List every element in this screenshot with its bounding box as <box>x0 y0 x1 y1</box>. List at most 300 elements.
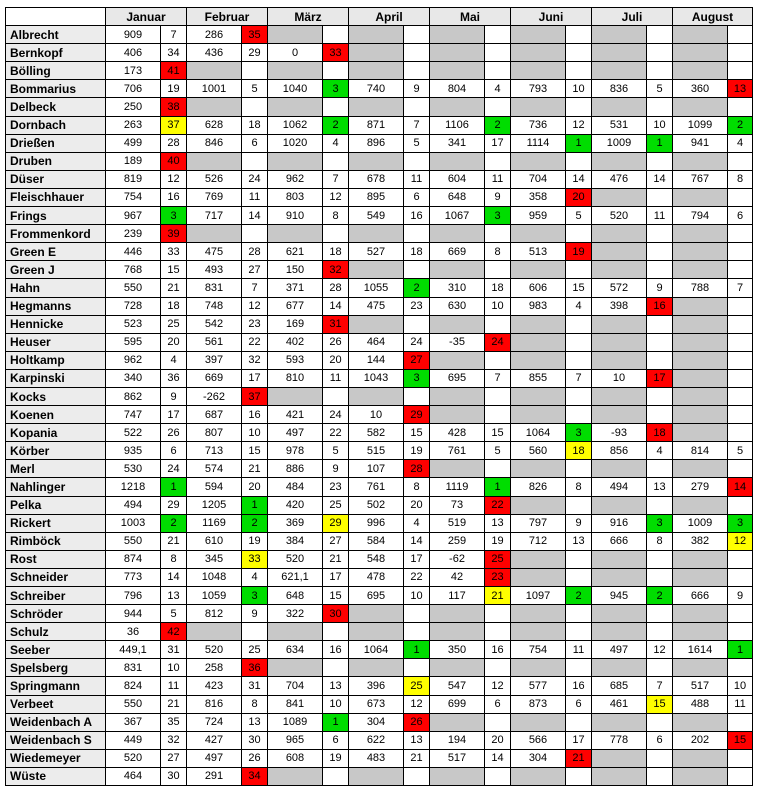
rank-cell: 12 <box>242 297 268 315</box>
empty-cell <box>404 225 430 243</box>
rank-cell: 6 <box>566 695 592 713</box>
rank-cell: 32 <box>323 261 349 279</box>
participant-name: Kocks <box>6 387 106 405</box>
rank-cell: 19 <box>566 243 592 261</box>
rank-cell: 11 <box>728 695 753 713</box>
rank-cell: 6 <box>404 188 430 206</box>
rank-cell: 13 <box>323 677 349 695</box>
value-cell: 304 <box>349 713 404 731</box>
value-cell: 259 <box>430 532 485 550</box>
rank-cell: 23 <box>485 568 511 586</box>
value-cell: 499 <box>106 134 161 152</box>
empty-cell <box>430 261 485 279</box>
rank-cell: 9 <box>728 587 753 605</box>
rank-cell: 20 <box>242 478 268 496</box>
value-cell: 666 <box>592 532 647 550</box>
empty-cell <box>485 315 511 333</box>
table-row <box>6 279 753 297</box>
value-cell: 1059 <box>187 587 242 605</box>
empty-cell <box>728 460 753 478</box>
value-cell: 831 <box>106 659 161 677</box>
empty-cell <box>728 749 753 767</box>
value-cell: 561 <box>187 333 242 351</box>
empty-cell <box>430 315 485 333</box>
value-cell: 695 <box>430 369 485 387</box>
month-header: März <box>268 8 349 26</box>
empty-cell <box>566 315 592 333</box>
empty-cell <box>592 44 647 62</box>
empty-cell <box>242 623 268 641</box>
value-cell: 1119 <box>430 478 485 496</box>
rank-cell: 32 <box>242 351 268 369</box>
empty-cell <box>592 333 647 351</box>
empty-cell <box>673 225 728 243</box>
rank-cell: 5 <box>161 605 187 623</box>
empty-cell <box>187 98 242 116</box>
table-row <box>6 731 753 749</box>
empty-cell <box>673 424 728 442</box>
value-cell: 520 <box>268 550 323 568</box>
value-cell: 475 <box>349 297 404 315</box>
empty-cell <box>430 460 485 478</box>
participant-name: Albrecht <box>6 26 106 44</box>
value-cell: 983 <box>511 297 566 315</box>
table-row <box>6 369 753 387</box>
participant-name: Spelsberg <box>6 659 106 677</box>
value-cell: 1089 <box>268 713 323 731</box>
empty-cell <box>485 62 511 80</box>
empty-cell <box>430 623 485 641</box>
rank-cell: 27 <box>242 261 268 279</box>
empty-cell <box>485 659 511 677</box>
rank-cell: 23 <box>404 297 430 315</box>
value-cell: 728 <box>106 297 161 315</box>
value-cell: -262 <box>187 387 242 405</box>
rank-cell: 13 <box>161 587 187 605</box>
empty-cell <box>647 496 673 514</box>
value-cell: 1218 <box>106 478 161 496</box>
empty-cell <box>592 351 647 369</box>
rank-cell: 9 <box>161 387 187 405</box>
participant-name: Springmann <box>6 677 106 695</box>
empty-cell <box>430 605 485 623</box>
rank-cell: 2 <box>647 587 673 605</box>
value-cell: 793 <box>511 80 566 98</box>
rank-cell: 16 <box>566 677 592 695</box>
empty-cell <box>511 152 566 170</box>
rank-cell: 12 <box>323 188 349 206</box>
rank-cell: 15 <box>566 279 592 297</box>
value-cell: 398 <box>592 297 647 315</box>
empty-cell <box>728 623 753 641</box>
value-cell: 515 <box>349 442 404 460</box>
value-cell: 322 <box>268 605 323 623</box>
empty-cell <box>673 62 728 80</box>
empty-cell <box>485 406 511 424</box>
value-cell: 488 <box>673 695 728 713</box>
value-cell: 449 <box>106 731 161 749</box>
participant-name: Rost <box>6 550 106 568</box>
empty-cell <box>647 243 673 261</box>
empty-cell <box>728 297 753 315</box>
empty-cell <box>485 261 511 279</box>
table-row <box>6 695 753 713</box>
empty-cell <box>349 152 404 170</box>
rank-cell: 8 <box>728 170 753 188</box>
value-cell: 767 <box>673 170 728 188</box>
rank-cell: 17 <box>404 550 430 568</box>
empty-cell <box>485 225 511 243</box>
rank-cell: 9 <box>323 460 349 478</box>
header-row <box>6 8 753 26</box>
rank-cell: 26 <box>161 424 187 442</box>
empty-cell <box>323 659 349 677</box>
value-cell: 673 <box>349 695 404 713</box>
table-row <box>6 641 753 659</box>
value-cell: 1020 <box>268 134 323 152</box>
rank-cell: 14 <box>647 170 673 188</box>
value-cell: 1067 <box>430 207 485 225</box>
empty-cell <box>728 62 753 80</box>
value-cell: 796 <box>106 587 161 605</box>
rank-cell: 12 <box>728 532 753 550</box>
empty-cell <box>242 98 268 116</box>
empty-cell <box>673 767 728 785</box>
rank-cell: 21 <box>404 749 430 767</box>
empty-cell <box>673 261 728 279</box>
rank-cell: 8 <box>323 207 349 225</box>
table-row <box>6 116 753 134</box>
empty-cell <box>673 333 728 351</box>
empty-cell <box>728 261 753 279</box>
rank-cell: 5 <box>485 442 511 460</box>
empty-cell <box>349 44 404 62</box>
rank-cell: 25 <box>161 315 187 333</box>
empty-cell <box>511 261 566 279</box>
value-cell: 713 <box>187 442 242 460</box>
rank-cell: 14 <box>404 532 430 550</box>
rank-cell: 11 <box>242 188 268 206</box>
rank-cell: 35 <box>242 26 268 44</box>
value-cell: 547 <box>430 677 485 695</box>
empty-cell <box>728 188 753 206</box>
rank-cell: 14 <box>161 568 187 586</box>
rank-cell: 18 <box>566 442 592 460</box>
empty-cell <box>349 62 404 80</box>
value-cell: 967 <box>106 207 161 225</box>
rank-cell: 1 <box>647 134 673 152</box>
empty-cell <box>511 568 566 586</box>
value-cell: 978 <box>268 442 323 460</box>
empty-cell <box>673 369 728 387</box>
rank-cell: 12 <box>404 695 430 713</box>
empty-cell <box>673 351 728 369</box>
value-cell: 582 <box>349 424 404 442</box>
participant-name: Schreiber <box>6 587 106 605</box>
table-row <box>6 749 753 767</box>
empty-cell <box>566 568 592 586</box>
value-cell: 202 <box>673 731 728 749</box>
empty-cell <box>728 767 753 785</box>
rank-cell: 24 <box>485 333 511 351</box>
participant-name: Delbeck <box>6 98 106 116</box>
value-cell: 648 <box>268 587 323 605</box>
empty-cell <box>323 623 349 641</box>
value-cell: 367 <box>106 713 161 731</box>
rank-cell: 8 <box>161 550 187 568</box>
rank-cell: 31 <box>323 315 349 333</box>
value-cell: 855 <box>511 369 566 387</box>
value-cell: 962 <box>106 351 161 369</box>
rank-cell: 10 <box>728 677 753 695</box>
rank-cell: 11 <box>647 207 673 225</box>
value-cell: 428 <box>430 424 485 442</box>
empty-cell <box>566 261 592 279</box>
empty-cell <box>404 767 430 785</box>
table-row <box>6 44 753 62</box>
rank-cell: 1 <box>566 134 592 152</box>
value-cell: 550 <box>106 695 161 713</box>
value-cell: 873 <box>511 695 566 713</box>
empty-cell <box>728 659 753 677</box>
value-cell: 699 <box>430 695 485 713</box>
empty-cell <box>323 152 349 170</box>
value-cell: 360 <box>673 80 728 98</box>
participant-name: Fleischhauer <box>6 188 106 206</box>
value-cell: 778 <box>592 731 647 749</box>
participant-name: Schulz <box>6 623 106 641</box>
value-cell: 965 <box>268 731 323 749</box>
value-cell: 1099 <box>673 116 728 134</box>
empty-cell <box>566 26 592 44</box>
rank-cell: 21 <box>161 532 187 550</box>
value-cell: 497 <box>187 749 242 767</box>
rank-cell: 5 <box>323 442 349 460</box>
rank-cell: 22 <box>485 496 511 514</box>
rank-cell: 20 <box>566 188 592 206</box>
empty-cell <box>592 749 647 767</box>
rank-cell: 15 <box>242 442 268 460</box>
empty-cell <box>592 225 647 243</box>
rank-cell: 7 <box>161 26 187 44</box>
rank-cell: 17 <box>161 406 187 424</box>
table-row <box>6 550 753 568</box>
value-cell: 761 <box>349 478 404 496</box>
value-cell: 935 <box>106 442 161 460</box>
rank-cell: 2 <box>485 116 511 134</box>
value-cell: 608 <box>268 749 323 767</box>
rank-cell: 6 <box>728 207 753 225</box>
empty-cell <box>673 659 728 677</box>
rank-cell: 33 <box>161 243 187 261</box>
empty-cell <box>404 26 430 44</box>
rank-cell: 14 <box>566 170 592 188</box>
participant-name: Druben <box>6 152 106 170</box>
value-cell: 628 <box>187 116 242 134</box>
rank-cell: 5 <box>647 80 673 98</box>
value-cell: -35 <box>430 333 485 351</box>
value-cell: 594 <box>187 478 242 496</box>
rank-cell: 28 <box>161 134 187 152</box>
value-cell: 819 <box>106 170 161 188</box>
empty-cell <box>673 152 728 170</box>
rank-cell: 9 <box>242 605 268 623</box>
value-cell: 1205 <box>187 496 242 514</box>
value-cell: 704 <box>511 170 566 188</box>
empty-cell <box>647 62 673 80</box>
value-cell: 803 <box>268 188 323 206</box>
empty-cell <box>647 749 673 767</box>
value-cell: 107 <box>349 460 404 478</box>
rank-cell: 9 <box>404 80 430 98</box>
table-row <box>6 26 753 44</box>
value-cell: 566 <box>511 731 566 749</box>
value-cell: 706 <box>106 80 161 98</box>
value-cell: 717 <box>187 207 242 225</box>
rank-cell: 4 <box>566 297 592 315</box>
rank-cell: 10 <box>161 659 187 677</box>
empty-cell <box>485 98 511 116</box>
rank-cell: 2 <box>242 514 268 532</box>
empty-cell <box>511 44 566 62</box>
value-cell: 666 <box>673 587 728 605</box>
value-cell: 117 <box>430 587 485 605</box>
value-cell: 464 <box>349 333 404 351</box>
empty-cell <box>430 44 485 62</box>
rank-cell: 24 <box>404 333 430 351</box>
value-cell: 371 <box>268 279 323 297</box>
empty-cell <box>430 713 485 731</box>
empty-cell <box>430 406 485 424</box>
value-cell: 345 <box>187 550 242 568</box>
rank-cell: 25 <box>323 496 349 514</box>
participant-name: Pelka <box>6 496 106 514</box>
empty-cell <box>728 44 753 62</box>
empty-cell <box>728 605 753 623</box>
table-row <box>6 568 753 586</box>
empty-cell <box>592 62 647 80</box>
rank-cell: 39 <box>161 225 187 243</box>
value-cell: 831 <box>187 279 242 297</box>
rank-cell: 7 <box>242 279 268 297</box>
value-cell: 595 <box>106 333 161 351</box>
empty-cell <box>647 659 673 677</box>
value-cell: -93 <box>592 424 647 442</box>
empty-cell <box>349 315 404 333</box>
empty-cell <box>268 767 323 785</box>
rank-cell: 20 <box>485 731 511 749</box>
empty-cell <box>268 225 323 243</box>
rank-cell: 14 <box>242 207 268 225</box>
empty-cell <box>592 713 647 731</box>
value-cell: 402 <box>268 333 323 351</box>
empty-cell <box>592 605 647 623</box>
rank-cell: 13 <box>242 713 268 731</box>
value-cell: 773 <box>106 568 161 586</box>
rank-cell: 26 <box>404 713 430 731</box>
empty-cell <box>673 749 728 767</box>
value-cell: 520 <box>106 749 161 767</box>
empty-cell <box>511 767 566 785</box>
rank-cell: 15 <box>404 424 430 442</box>
rank-cell: 25 <box>485 550 511 568</box>
rank-cell: 8 <box>485 243 511 261</box>
empty-cell <box>592 550 647 568</box>
value-cell: 685 <box>592 677 647 695</box>
rank-cell: 6 <box>485 695 511 713</box>
value-cell: 291 <box>187 767 242 785</box>
empty-cell <box>430 152 485 170</box>
rank-cell: 37 <box>161 116 187 134</box>
rank-cell: 6 <box>242 134 268 152</box>
value-cell: 494 <box>592 478 647 496</box>
empty-cell <box>566 98 592 116</box>
value-cell: 610 <box>187 532 242 550</box>
empty-cell <box>647 713 673 731</box>
value-cell: 173 <box>106 62 161 80</box>
table-row <box>6 80 753 98</box>
rank-cell: 4 <box>404 514 430 532</box>
value-cell: 520 <box>592 207 647 225</box>
empty-cell <box>404 44 430 62</box>
value-cell: 754 <box>106 188 161 206</box>
value-cell: 10 <box>592 369 647 387</box>
value-cell: 310 <box>430 279 485 297</box>
value-cell: 340 <box>106 369 161 387</box>
value-cell: 144 <box>349 351 404 369</box>
value-cell: 475 <box>187 243 242 261</box>
participant-name: Körber <box>6 442 106 460</box>
participant-name: Bernkopf <box>6 44 106 62</box>
empty-cell <box>187 62 242 80</box>
value-cell: 944 <box>106 605 161 623</box>
value-cell: 577 <box>511 677 566 695</box>
rank-cell: 22 <box>242 333 268 351</box>
value-cell: 304 <box>511 749 566 767</box>
participant-name: Nahlinger <box>6 478 106 496</box>
value-cell: 712 <box>511 532 566 550</box>
rank-cell: 4 <box>728 134 753 152</box>
value-cell: 194 <box>430 731 485 749</box>
participant-name: Hahn <box>6 279 106 297</box>
value-cell: 630 <box>430 297 485 315</box>
empty-cell <box>187 623 242 641</box>
value-cell: 754 <box>511 641 566 659</box>
value-cell: 816 <box>187 695 242 713</box>
empty-cell <box>349 261 404 279</box>
value-cell: 687 <box>187 406 242 424</box>
rank-cell: 36 <box>161 369 187 387</box>
value-cell: 461 <box>592 695 647 713</box>
empty-cell <box>592 568 647 586</box>
table-row <box>6 261 753 279</box>
empty-cell <box>728 315 753 333</box>
value-cell: 517 <box>673 677 728 695</box>
rank-cell: 18 <box>485 279 511 297</box>
empty-cell <box>592 98 647 116</box>
rank-cell: 13 <box>566 532 592 550</box>
value-cell: 740 <box>349 80 404 98</box>
value-cell: -62 <box>430 550 485 568</box>
rank-cell: 4 <box>323 134 349 152</box>
participant-name: Merl <box>6 460 106 478</box>
table-row <box>6 677 753 695</box>
empty-cell <box>511 713 566 731</box>
rank-cell: 8 <box>647 532 673 550</box>
rank-cell: 23 <box>242 315 268 333</box>
value-cell: 497 <box>592 641 647 659</box>
value-cell: 502 <box>349 496 404 514</box>
